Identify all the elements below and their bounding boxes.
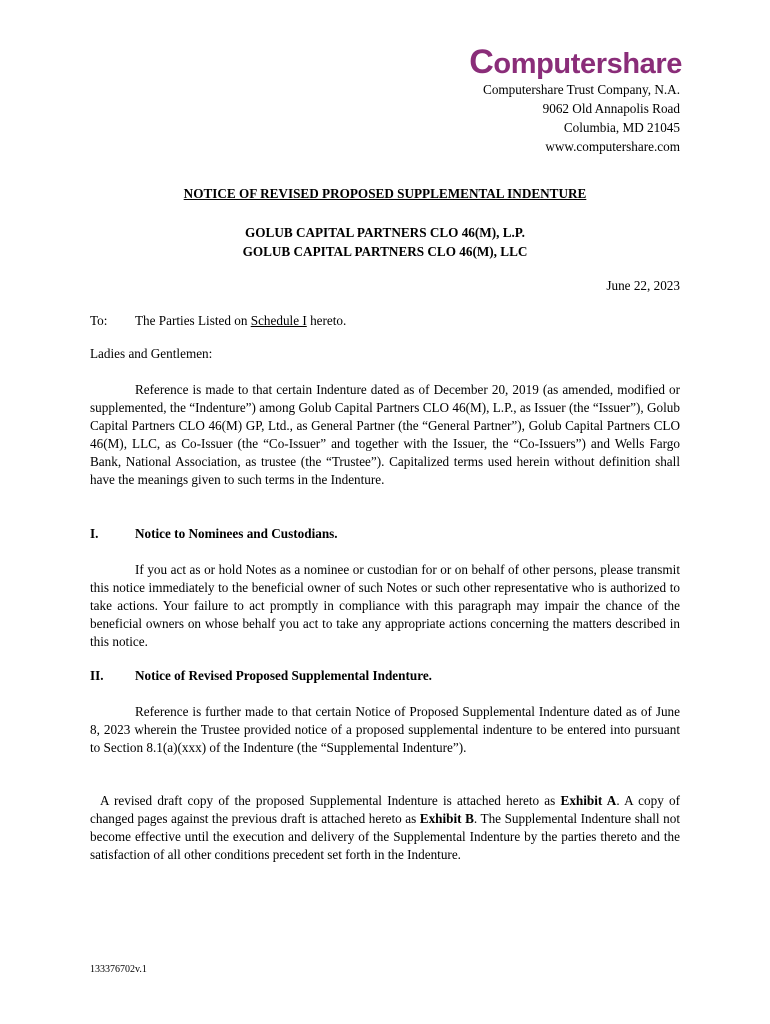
sender-address — [483, 80, 680, 156]
address-line-company: Computershare Trust Company, N.A. — [483, 82, 680, 97]
to-label: To: — [90, 313, 108, 328]
section-2-paragraph-2 — [90, 792, 680, 864]
logo-initial: C — [469, 43, 494, 81]
salutation: Ladies and Gentlemen: — [90, 346, 213, 361]
exhibit-a-reference: Exhibit A — [560, 793, 617, 808]
section-1-title: Notice to Nominees and Custodians. — [135, 526, 338, 541]
section-2-title: Notice of Revised Proposed Supplemental Indenture. — [135, 668, 432, 683]
issuer-line-lp: GOLUB CAPITAL PARTNERS CLO 46(M), L.P. — [245, 225, 525, 240]
section-2-number: II. — [90, 668, 104, 683]
issuer-names — [0, 223, 770, 261]
exhibit-b-reference: Exhibit B — [419, 811, 474, 826]
address-line-city: Columbia, MD 21045 — [563, 120, 680, 135]
exhibit-text-a: A revised draft copy of the proposed Supplemental Indenture is attached hereto as — [100, 793, 561, 808]
to-text-post: hereto. — [306, 313, 347, 328]
document-id-footer: 133376702v.1 — [90, 964, 147, 975]
section-1-heading — [90, 526, 338, 542]
section-2-heading — [90, 668, 432, 684]
intro-paragraph: Reference is made to that certain Indenture dated as of December 20, 2019 (as amended, modified or supplemented, the “Indenture”) among Golub Capital Partners CLO 46(M), L.P., as Issuer (the “Issuer”), Golub Capital Partners CLO 46(M) GP, Ltd., as General Partner (the “General Partner”), Golub Capital Partners CLO 46(M), LLC, as Co-Issuer (the “Co-Issuer” and together with the Issuer, the “Co-Issuers”) and Wells Fargo Bank, National Association, as trustee (the “Trustee”). Capitalized terms used herein without definition shall have the meanings given to such terms in the Indenture. — [90, 382, 680, 487]
logo-wordmark: omputershare — [493, 48, 682, 80]
section-2-paragraph-1: Reference is further made to that certain Notice of Proposed Supplemental Indenture dated as of June 8, 2023 wherein the Trustee provided notice of a proposed supplemental indenture to be entered into pursuant to Section 8.1(a)(xxx) of the Indenture (the “Supplemental Indenture”). — [90, 704, 680, 755]
addressee-line — [90, 313, 346, 329]
address-line-website: www.computershare.com — [545, 139, 680, 154]
notice-title: NOTICE OF REVISED PROPOSED SUPPLEMENTAL INDENTURE — [183, 186, 587, 201]
issuer-line-llc: GOLUB CAPITAL PARTNERS CLO 46(M), LLC — [242, 244, 528, 259]
schedule-reference: Schedule I — [250, 313, 307, 328]
notice-date: June 22, 2023 — [606, 278, 680, 293]
address-line-street: 9062 Old Annapolis Road — [542, 101, 680, 116]
exhibit-text-c: . The Supplemental Indenture shall not become effective until the execution and delivery of the Supplemental Indenture by the parties thereto and the satisfaction of all other conditions precedent set forth in the Indenture. — [90, 811, 680, 862]
exhibit-text-b: . A copy of changed pages against the previous draft is attached hereto as — [90, 793, 681, 826]
section-1-paragraph: If you act as or hold Notes as a nominee or custodian for or on behalf of other persons, please transmit this notice immediately to the beneficial owner of such Notes or such other representative who is authorized to take actions. Your failure to act promptly in compliance with this paragraph may impair the chance of the beneficial owners on whose behalf you act to take any appropriate actions concerning the matters described in this notice. — [90, 562, 680, 649]
computershare-logo — [469, 44, 682, 82]
to-text-pre: The Parties Listed on — [135, 313, 251, 328]
section-1-number: I. — [90, 526, 99, 541]
